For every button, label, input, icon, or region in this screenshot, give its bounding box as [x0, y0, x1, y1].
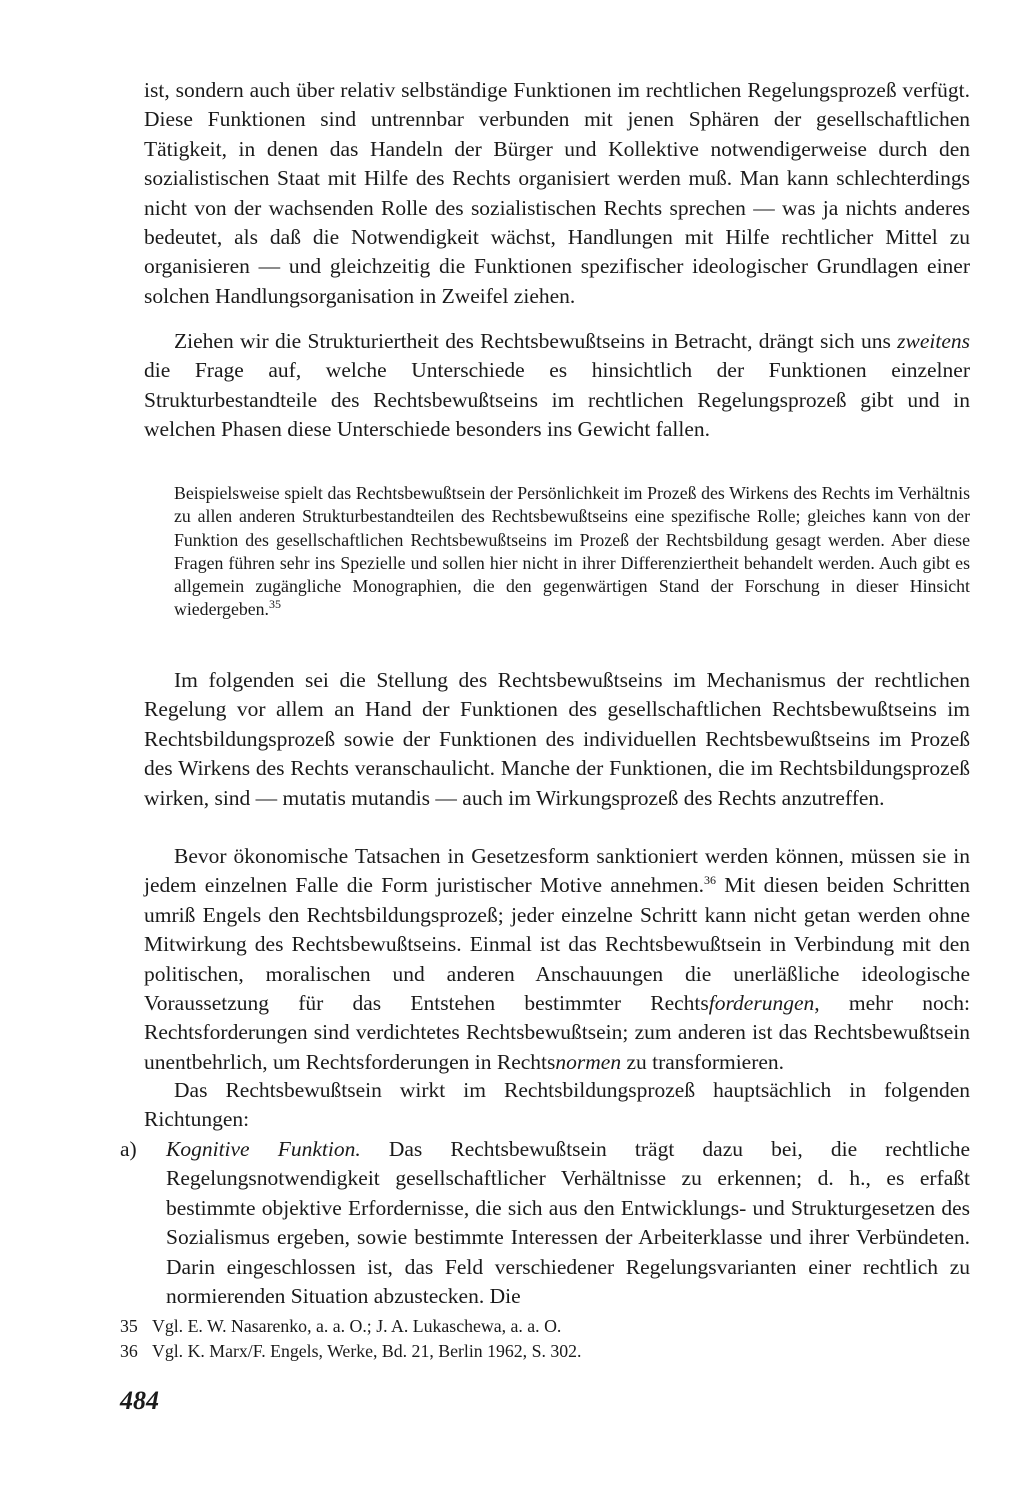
footnote-text: Vgl. E. W. Nasarenko, a. a. O.; J. A. Lukaschewa, a. a. O.: [152, 1316, 562, 1336]
emphasis-normen: normen: [555, 1049, 622, 1074]
emphasis-zweitens: zweitens: [897, 329, 970, 353]
emphasis-forderungen: forderungen: [708, 991, 815, 1016]
footnote-ref-35: 35: [268, 597, 281, 612]
body-paragraph-4: Bevor ökonomische Tatsachen in Gesetzesform sanktioniert werden können, müssen sie in jedem einzelnen Falle die Form juristischer Motive annehmen.$^{36}$ Mit diesen beiden Schritten umriß Engels den Rechtsbildungsprozeß; jeder einzelne Schritt kann nicht getan werden ohne Mitwirkung des Rechtsbewußtseins. Einmal ist das Rechtsbewußtsein in Verbindung mit den politischen, moralischen und anderen Anschauungen die unerläßliche ideologische Voraussetzung für das Entstehen bestimmter Rechtsforderungen, mehr noch: Rechtsforderungen sind verdichtetes Rechtsbewußtsein; zum anderen ist das Rechtsbewußtsein unentbehrlich, um Rechtsforderungen in Rechtsnormen zu transformieren.: [144, 844, 970, 1074]
list-item-a: a) Kognitive Funktion. Das Rechtsbewußtsein trägt dazu bei, die rechtliche Regelungsnotwendigkeit gesellschaftlicher Verhältnisse zu erkennen; d. h., es erfaßt bestimmte objektive Erfordernisse, die sich aus den Entwicklungs- und Strukturgesetzen des Sozialismus ergeben, sowie bestimmte Interessen der Arbeiterklasse und ihrer Verbündeten. Darin eingeschlossen ist, das Feld verschiedener Regelungsvarianten einer rechtlich zu normierenden Situation abzustecken. Die: [120, 1137, 970, 1309]
body-paragraph-2: Ziehen wir die Strukturiertheit des Rechtsbewußtseins in Betracht, drängt sich uns zweitens die Frage auf, welche Unterschiede es hinsichtlich der Funktionen einzelner Strukturbestandteile des Rechtsbewußtseins im rechtlichen Regelungsprozeß gibt und in welchen Phasen diese Unterschiede besonders ins Gewicht fallen.: [144, 329, 970, 442]
body-paragraph-5: Das Rechtsbewußtsein wirkt im Rechtsbildungsprozeß hauptsächlich in folgenden Richtungen:: [144, 1078, 970, 1132]
list-item-title: Kognitive Funktion.: [166, 1137, 361, 1161]
list-marker-a: a): [120, 1137, 137, 1161]
small-print-note: Beispielsweise spielt das Rechtsbewußtsein der Persönlichkeit im Prozeß des Wirkens des Rechts im Verhältnis zu allen anderen Strukturbestandteilen des Rechtsbewußtseins eine spezifische Rolle; gleiches kann von der Funktion des gesellschaftlichen Rechtsbewußtseins im Prozeß der Rechtsbildung gesagt werden. Aber diese Fragen führen sehr ins Spezielle und sollen hier nicht in ihrer Differenziertheit behandelt werden. Auch gibt es allgemein zugängliche Monographien, die den gegenwärtigen Stand der Forschung in dieser Hinsicht wiedergeben.$^{35}$: [174, 483, 970, 620]
footnote-36: [120, 1339, 970, 1364]
footnote-number: 35: [120, 1316, 138, 1336]
footnote-ref-36: 36: [704, 873, 716, 888]
footnote-number: 36: [120, 1341, 138, 1361]
footnote-35: [120, 1314, 970, 1339]
body-paragraph-1: ist, sondern auch über relativ selbständige Funktionen im rechtlichen Regelungsprozeß verfügt. Diese Funktionen sind untrennbar verbunden mit jenen Sphären der gesellschaftlichen Tätigkeit, in denen das Handeln der Bürger und Kollektive notwendigerweise durch den sozialistischen Staat mit Hilfe des Rechts organisiert werden muß. Man kann schlechterdings nicht von der wachsenden Rolle des sozialistischen Rechts sprechen — was ja nichts anderes bedeutet, als daß die Notwendigkeit wächst, Handlungen mit Hilfe rechtlicher Mittel zu organisieren — und gleichzeitig die Funktionen spezifischer ideologischer Grundlagen einer solchen Handlungsorganisation in Zweifel ziehen.: [144, 78, 970, 308]
body-paragraph-3: Im folgenden sei die Stellung des Rechtsbewußtseins im Mechanismus der rechtlichen Regelung vor allem an Hand der Funktionen des gesellschaftlichen Rechtsbewußtseins im Rechtsbildungsprozeß sowie der Funktionen des individuellen Rechtsbewußtseins im Prozeß des Wirkens des Rechts veranschaulicht. Manche der Funktionen, die im Rechtsbildungsprozeß wirken, sind — mutatis mutandis — auch im Wirkungsprozeß des Rechts anzutreffen.: [144, 668, 970, 810]
footnote-text: Vgl. K. Marx/F. Engels, Werke, Bd. 21, Berlin 1962, S. 302.: [152, 1341, 582, 1361]
page-number: 484: [120, 1386, 159, 1415]
